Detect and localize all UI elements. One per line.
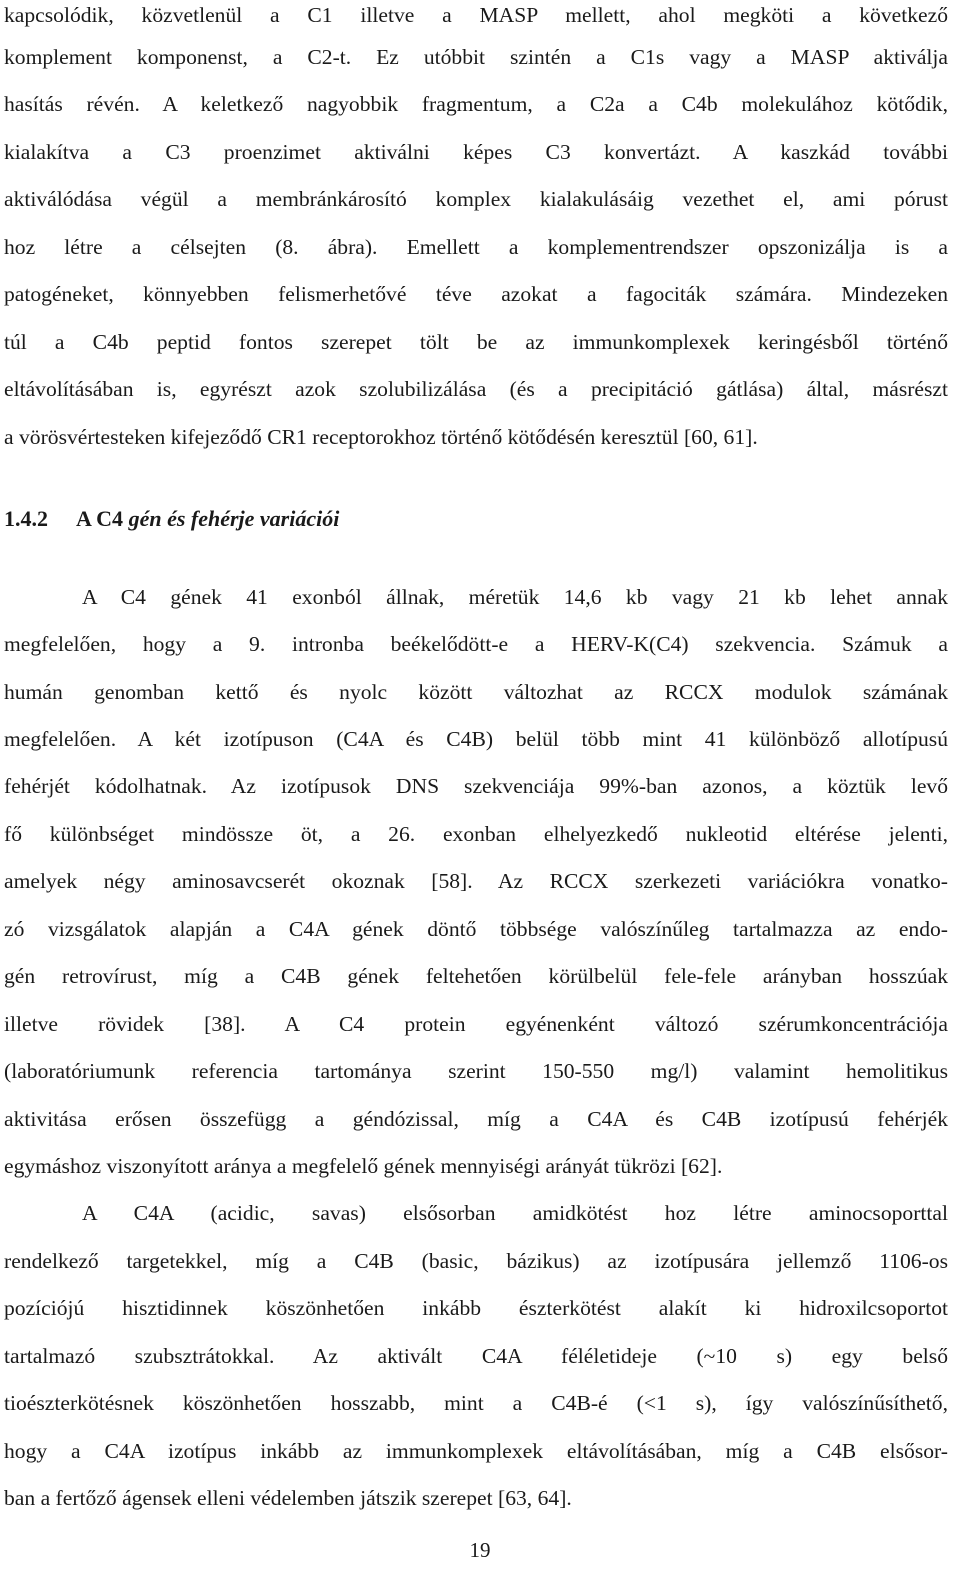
text-line: A C4 gének 41 exonból állnak, méretük 14,6 kb vagy 21 kb lehet annak bbox=[82, 585, 948, 609]
text-line: humán genomban kettő és nyolc között változhat az RCCX modulok számának bbox=[4, 680, 948, 704]
section-heading bbox=[4, 504, 339, 534]
text-line: komplement komponenst, a C2-t. Ez utóbbit szintén a C1s vagy a MASP aktiválja bbox=[4, 45, 948, 69]
text-line: pozíciójú hisztidinnek köszönhetően inkább észterkötést alakít ki hidroxilcsoportot bbox=[4, 1296, 948, 1320]
text-line: hoz létre a célsejten (8. ábra). Emellett a komplementrendszer opszonizálja is a bbox=[4, 235, 948, 259]
text-line: patogéneket, könnyebben felismerhetővé téve azokat a fagociták számára. Mindezeken bbox=[4, 282, 948, 306]
text-line: a vörösvértesteken kifejeződő CR1 receptorokhoz történő kötődésén keresztül [60, 61]. bbox=[4, 425, 758, 449]
text-line: megfelelően. A két izotípuson (C4A és C4B) belül több mint 41 különböző allotípusú bbox=[4, 727, 948, 751]
text-line: rendelkező targetekkel, míg a C4B (basic, bázikus) az izotípusára jellemző 1106-os bbox=[4, 1249, 948, 1273]
text-line: hogy a C4A izotípus inkább az immunkomplexek eltávolításában, míg a C4B elsősor- bbox=[4, 1439, 948, 1463]
page-number: 19 bbox=[469, 1538, 491, 1562]
text-line: eltávolításában is, egyrészt azok szolubilizálása (és a precipitáció gátlása) által, másrészt bbox=[4, 377, 948, 401]
text-line: tartalmazó szubsztrátokkal. Az aktivált C4A féléletideje (~10 s) egy belső bbox=[4, 1344, 948, 1368]
text-line: kapcsolódik, közvetlenül a C1 illetve a MASP mellett, ahol megköti a következő bbox=[4, 3, 948, 27]
text-line: tioészterkötésnek köszönhetően hosszabb, mint a C4B-é (<1 s), így valószínűsíthető, bbox=[4, 1391, 948, 1415]
section-number: 1.4.2 bbox=[4, 506, 48, 531]
text-line: amelyek négy aminosavcserét okoznak [58]. Az RCCX szerkezeti variációkra vonatko- bbox=[4, 869, 948, 893]
text-line: illetve rövidek [38]. A C4 protein egyénenként változó szérumkoncentrációja bbox=[4, 1012, 948, 1036]
text-line: kialakítva a C3 proenzimet aktiválni képes C3 konvertázt. A kaszkád további bbox=[4, 140, 948, 164]
text-line: hasítás révén. A keletkező nagyobbik fragmentum, a C2a a C4b molekulához kötődik, bbox=[4, 92, 948, 116]
text-line: fehérjét kódolhatnak. Az izotípusok DNS szekvenciája 99%-ban azonos, a köztük levő bbox=[4, 774, 948, 798]
text-line: fő különbséget mindössze öt, a 26. exonban elhelyezkedő nukleotid eltérése jelenti, bbox=[4, 822, 948, 846]
text-line: gén retrovírust, míg a C4B gének feltehetően körülbelül fele-fele arányban hosszúak bbox=[4, 964, 948, 988]
text-line: aktivitása erősen összefügg a géndózissal, míg a C4A és C4B izotípusú fehérjék bbox=[4, 1107, 948, 1131]
text-line: megfelelően, hogy a 9. intronba beékelődött-e a HERV-K(C4) szekvencia. Számuk a bbox=[4, 632, 948, 656]
text-line: A C4A (acidic, savas) elsősorban amidkötést hoz létre aminocsoporttal bbox=[82, 1201, 948, 1225]
section-title-italic: gén és fehérje variációi bbox=[128, 506, 340, 531]
text-line: aktiválódása végül a membránkárosító komplex kialakulásáig vezethet el, ami pórust bbox=[4, 187, 948, 211]
text-line: (laboratóriumunk referencia tartománya szerint 150-550 mg/l) valamint hemolitikus bbox=[4, 1059, 948, 1083]
text-line: zó vizsgálatok alapján a C4A gének döntő többsége valószínűleg tartalmazza az endo- bbox=[4, 917, 948, 941]
text-line: ban a fertőző ágensek elleni védelemben játszik szerepet [63, 64]. bbox=[4, 1486, 572, 1510]
text-line: egymáshoz viszonyított aránya a megfelelő gének mennyiségi arányát tükrözi [62]. bbox=[4, 1154, 723, 1178]
text-line: túl a C4b peptid fontos szerepet tölt be az immunkomplexek keringésből történő bbox=[4, 330, 948, 354]
section-title-plain: A C4 bbox=[76, 506, 129, 531]
